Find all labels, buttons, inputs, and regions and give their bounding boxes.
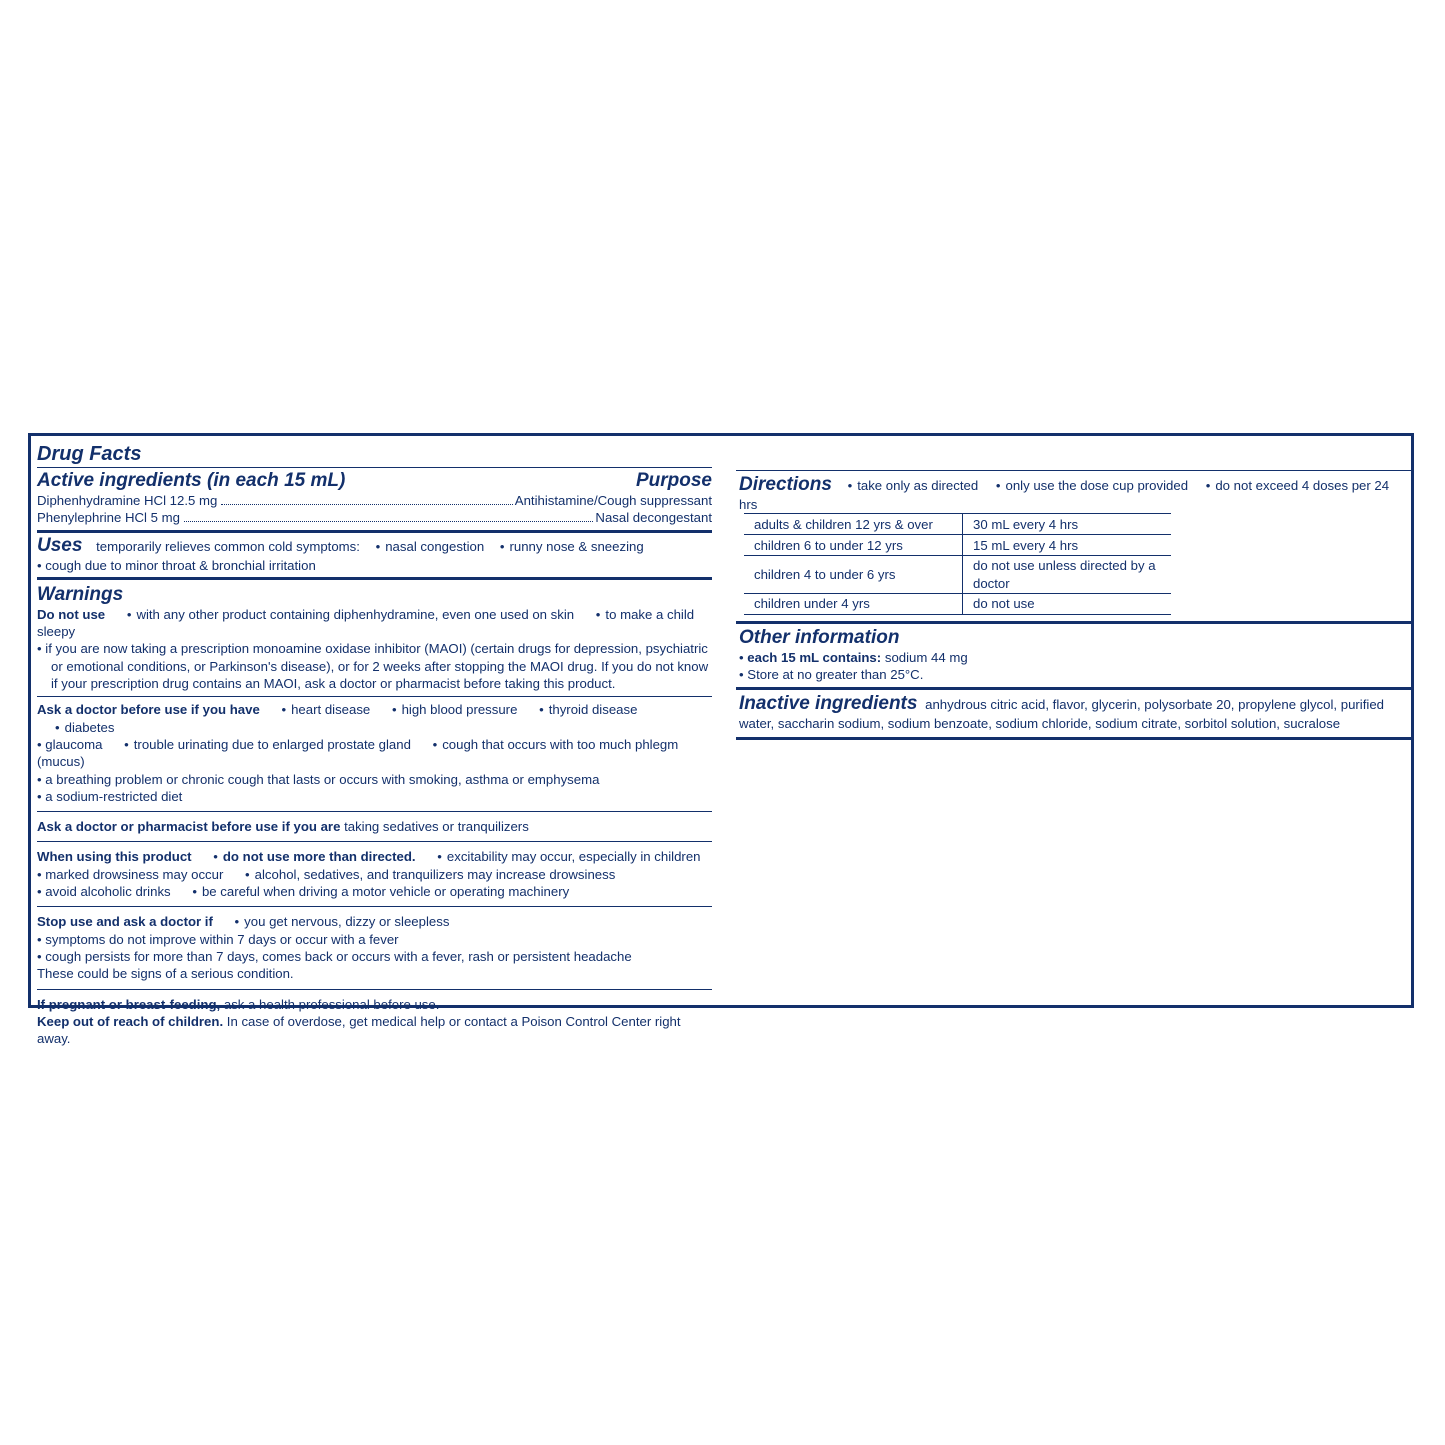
direction-item: do not exceed 4 doses per 24 hrs <box>739 478 1390 512</box>
warning-item: be careful when driving a motor vehicle or operating machinery <box>201 884 570 900</box>
directions-section: Directions • take only as directed • only use the dose cup provided • do not exceed 4 doses per 24 hrs adults & children 12 yrs & over 30 mL every 4 hrs children 6 to under 12 yrs 15 mL every 4 hrs children 4 to under 6 yrs do not use unless directed by a doctor children under 4 yrs do not use <box>736 471 1411 624</box>
direction-item: take only as directed <box>857 478 979 493</box>
pregnant-label: If pregnant or breast-feeding, <box>37 996 221 1012</box>
inactive-ingredients-section <box>736 690 1411 739</box>
when-using-block: When using this product • do not use more than directed. • excitability may occur, especially in children • marked drowsiness may occur • alcohol, sedatives, and tranquilizers may increase drowsiness • avoid alcoholic drinks • be careful when driving a motor vehicle or operating machinery <box>37 841 712 900</box>
age-cell: children 6 to under 12 yrs <box>744 535 963 556</box>
ask-pharmacist-block <box>37 811 712 841</box>
warning-item: avoid alcoholic drinks <box>45 884 171 900</box>
warning-item: thyroid disease <box>548 702 638 718</box>
age-cell: adults & children 12 yrs & over <box>744 514 963 535</box>
uses-item: cough due to minor throat & bronchial irritation <box>45 557 316 573</box>
purpose-heading: Purpose <box>635 470 712 491</box>
keep-out-label: Keep out of reach of children. <box>37 1013 224 1029</box>
warning-item: trouble urinating due to enlarged prostate gland <box>133 736 411 752</box>
table-row <box>744 535 1171 556</box>
direction-item: only use the dose cup provided <box>1005 478 1189 493</box>
uses-item: runny nose & sneezing <box>509 538 644 554</box>
contains-value: sodium 44 mg <box>884 649 968 665</box>
table-row <box>744 514 1171 535</box>
uses-section: Uses temporarily relieves common cold symptoms: • nasal congestion • runny nose & sneezing • cough due to minor throat & bronchial irritation <box>37 533 712 580</box>
warning-item: diabetes <box>64 719 115 735</box>
do-not-use-label: Do not use <box>37 606 106 622</box>
right-column <box>736 442 1411 740</box>
ask-pharmacist-text: taking sedatives or tranquilizers <box>344 819 529 835</box>
ingredient-name: Diphenhydramine HCl 12.5 mg <box>37 493 218 508</box>
warning-item: a sodium-restricted diet <box>45 788 183 804</box>
other-information-section: Other information • each 15 mL contains: sodium 44 mg • Store at no greater than 25°C. <box>736 624 1411 691</box>
warning-item: a breathing problem or chronic cough that lasts or occurs with smoking, asthma or emphysema <box>45 771 600 787</box>
uses-item: nasal congestion <box>385 538 485 554</box>
dose-cell: do not use unless directed by a doctor <box>963 556 1172 594</box>
warning-item: symptoms do not improve within 7 days or occur with a fever <box>45 931 399 947</box>
when-using-bold-item: do not use more than directed. <box>222 849 416 865</box>
ingredient-name: Phenylephrine HCl 5 mg <box>37 510 180 526</box>
active-ingredients-section <box>37 468 712 533</box>
drug-facts-panel <box>28 433 1414 1047</box>
age-cell: children under 4 yrs <box>744 593 963 614</box>
dose-cell: do not use <box>963 593 1172 614</box>
ingredient-purpose: Antihistamine/Cough suppressant <box>514 493 712 508</box>
title-section <box>37 442 712 468</box>
right-top-rule <box>736 442 1411 471</box>
uses-heading: Uses <box>37 534 83 556</box>
stop-use-label: Stop use and ask a doctor if <box>37 914 213 930</box>
warning-item: excitability may occur, especially in children <box>446 849 701 865</box>
warning-item: with any other product containing diphenhydramine, even one used on skin <box>136 606 575 622</box>
pregnant-text: ask a health professional before use. <box>223 996 440 1012</box>
table-row <box>744 593 1171 614</box>
warning-item: cough that occurs with too much phlegm (mucus) <box>37 736 679 770</box>
keep-out-text: In case of overdose, get medical help or contact a Poison Control Center right away. <box>37 1013 681 1047</box>
leader-dots <box>184 521 593 522</box>
ask-doctor-label: Ask a doctor before use if you have <box>37 702 260 718</box>
other-information-heading: Other information <box>739 626 900 648</box>
storage-text: Store at no greater than 25°C. <box>747 667 924 683</box>
contains-label: each 15 mL contains: <box>747 649 882 665</box>
when-using-label: When using this product <box>37 849 192 865</box>
ask-doctor-block: Ask a doctor before use if you have • heart disease • high blood pressure • thyroid disease • diabetes • glaucoma • trouble urinating due to enlarged prostate gland • cough that occurs with too much phlegm (mucus) • a breathing problem or chronic cough that lasts or occurs with smoking, asthma or emphysema • a sodium-restricted diet <box>37 696 712 805</box>
ingredient-row <box>37 509 712 526</box>
warnings-heading: Warnings <box>37 583 124 605</box>
dosage-table <box>744 513 1171 615</box>
ingredient-row <box>37 492 712 509</box>
warning-item: alcohol, sedatives, and tranquilizers may increase drowsiness <box>254 866 616 882</box>
left-column <box>37 442 712 1050</box>
ingredient-purpose: Nasal decongestant <box>595 510 712 526</box>
warning-item: cough persists for more than 7 days, comes back or occurs with a fever, rash or persistent headache <box>45 948 632 964</box>
inactive-ingredients-text: anhydrous citric acid, flavor, glycerin, polysorbate 20, propylene glycol, purified water, saccharin sodium, sodium benzoate, sodium chloride, sodium citrate, sorbitol solution, sucralose <box>739 697 1384 732</box>
inactive-ingredients-heading: Inactive ingredients <box>739 693 918 715</box>
dose-cell: 30 mL every 4 hrs <box>963 514 1172 535</box>
directions-heading: Directions <box>739 474 832 495</box>
active-ingredients-heading: Active ingredients (in each 15 mL) <box>37 470 346 491</box>
warning-item: marked drowsiness may occur <box>45 866 224 882</box>
leader-dots <box>221 504 512 505</box>
table-row <box>744 556 1171 594</box>
pregnancy-block <box>37 989 712 1048</box>
stop-use-block: Stop use and ask a doctor if • you get nervous, dizzy or sleepless • symptoms do not improve within 7 days or occur with a fever • cough persists for more than 7 days, comes back or occurs with a fever, rash or persistent headache These could be signs of a serious condition. <box>37 906 712 982</box>
ask-pharmacist-label: Ask a doctor or pharmacist before use if you are <box>37 819 341 835</box>
warning-item: to make a child sleepy <box>37 606 695 640</box>
warnings-section: Warnings Do not use • with any other product containing diphenhydramine, even one used on skin • to make a child sleepy • if you are now taking a prescription monoamine oxidase inhibitor (MAOI) (certain drugs for depression, psychiatric or emotional conditions, or Parkinson's disease), or for 2 weeks after stopping the MAOI drug. If you do not know if your prescription drug contains an MAOI, ask a doctor or pharmacist before taking this product. Ask a doctor before use if you have • heart disease • high blood pressure • thyroid disease • diabetes • glaucoma • trouble urinating due to enlarged prostate gland • cough that occurs with too much phlegm (mucus) • a breathing problem or chronic cough that lasts or occurs with smoking, asthma or emphysema • a sodium-restricted diet Ask a doctor or pharmacist before use if you are taking sedatives or tranquilizers When using this product • do not use more than directed. • excitability may occur, especially in children • marked drowsiness may occur • alcohol, sedatives, and tranquilizers may increase drowsiness • avoid alcoholic drinks • be careful when driving a motor vehicle or operating machinery Stop use and ask a doctor if • you get nervous, dizzy or sleepless • symptoms do not improve within 7 days or occur with a fever • cough persists for more than 7 days, comes back or occurs with a fever, rash or persistent headache These could be signs of a serious condition. If pregnant or breast-feeding, ask a health professional before use. Keep out of reach of children. In case of overdose, get medical help or contact a Poison Control Center right away. <box>37 580 712 1051</box>
warning-item: if you are now taking a prescription monoamine oxidase inhibitor (MAOI) (certain drugs for depression, psychiatric or emotional conditions, or Parkinson's disease), or for 2 weeks after stopping the MAOI drug. If you do not know if your prescription drug contains an MAOI, ask a doctor or pharmacist before taking this product. <box>45 641 709 692</box>
age-cell: children 4 to under 6 yrs <box>744 556 963 594</box>
drug-facts-title: Drug Facts <box>37 443 142 465</box>
warning-item: heart disease <box>291 702 371 718</box>
dose-cell: 15 mL every 4 hrs <box>963 535 1172 556</box>
warning-item: you get nervous, dizzy or sleepless <box>244 914 450 930</box>
warning-item: high blood pressure <box>401 702 518 718</box>
uses-intro: temporarily relieves common cold symptoms: <box>96 538 360 554</box>
stop-use-note: These could be signs of a serious condition. <box>37 966 294 982</box>
warning-item: glaucoma <box>45 736 103 752</box>
